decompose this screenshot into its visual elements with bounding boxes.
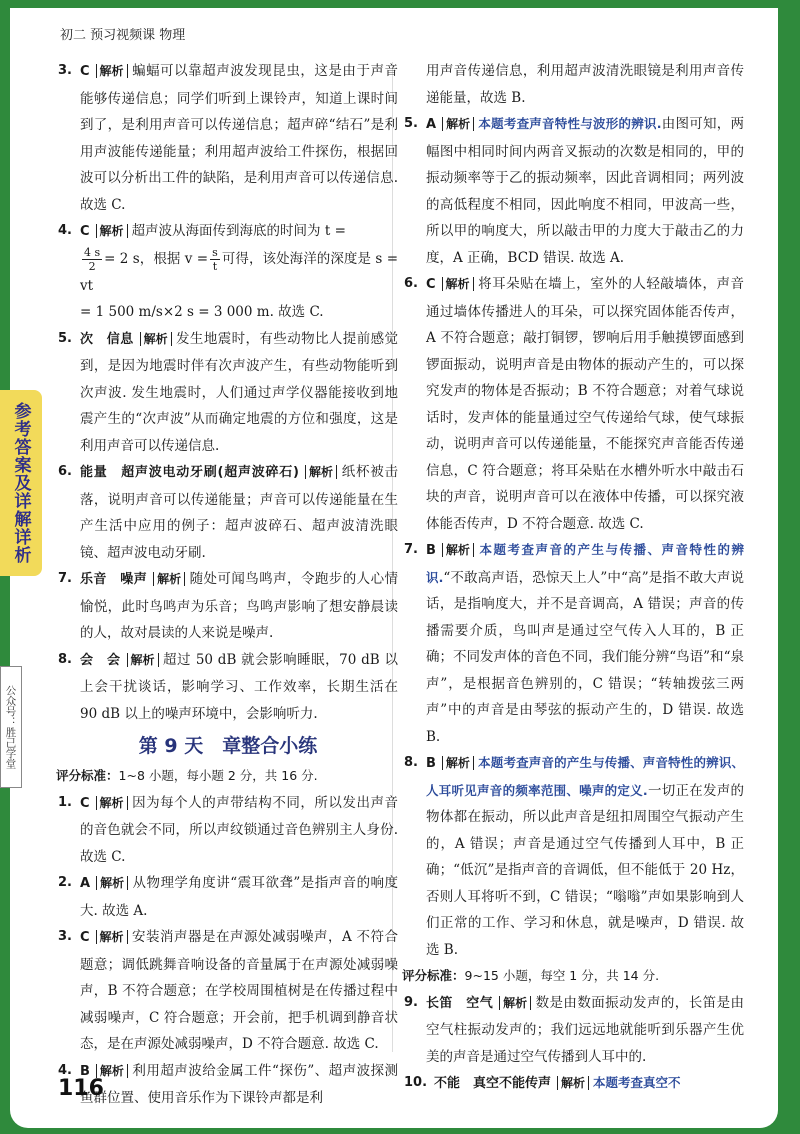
- analysis-tag: 解析: [153, 572, 185, 586]
- item-text-continued: 用声音传递信息，利用超声波清洗眼镜是利用声音传递能量，故选 B.: [426, 63, 744, 106]
- answer-item-4: [58, 218, 398, 326]
- item-text: 因为每个人的声带结构不同，所以发出声音的音色就会不同，所以声纹锁通过音色辨别主人身份. 故选 C.: [80, 794, 398, 865]
- item-text-line3: = 1 500 m/s×2 s = 3 000 m. 故选 C.: [80, 304, 324, 320]
- item-number: 5.: [58, 330, 72, 346]
- item-text: 一切正在发声的物体都在振动，所以此声音是纽扣周围空气振动产生的，A 错误；声音是通过空气传播到人耳中，B 正确；“低沉”是指声音的音调低，但不能低于 20 Hz，否则人耳将听不到，C 错误；“嗡嗡”声如果影响到人们正常的工作、学习和休息，就是噪声，D 错误. 故选 B.: [426, 782, 745, 958]
- item-text: 超过 50 dB 就会影响睡眠，70 dB 以上会干扰谈话，影响学习、工作效率，长期生活在 90 dB 以上的噪声环境中，会影响听力.: [80, 651, 398, 722]
- item-number: 4.: [58, 223, 72, 238]
- item-answer: 长笛 空气: [426, 995, 494, 1011]
- analysis-tag: 解析: [96, 64, 128, 78]
- item-number: 10.: [404, 1075, 428, 1090]
- item-text: 发生地震时，有些动物比人提前感觉到，是因为地震时伴有次声波产生，有些动物能听到次声波. 发生地震时，人们通过声学仪器能接收到地震产生的“次声波”从而确定地震的方位和强度，这是利用声音可以传递信息.: [80, 330, 398, 454]
- analysis-tag: 解析: [96, 876, 128, 890]
- item-answer: 乐音 噪声: [80, 572, 148, 587]
- item-answer: A: [80, 876, 91, 891]
- analysis-tag: 解析: [96, 930, 128, 944]
- answer-item: [404, 1070, 744, 1098]
- item-number: 4.: [58, 1062, 72, 1078]
- item-answer: C: [80, 795, 90, 811]
- item-text: 随处可闻鸟鸣声，令跑步的人心情愉悦，此时鸟鸣声为乐音；鸟鸣声影响了想安静晨读的人，故对晨读的人来说是噪声.: [80, 571, 398, 641]
- item-number: 2.: [58, 875, 72, 890]
- item-topic: 本题考查声音的产生与传播、声音特性的辨识.: [426, 542, 744, 585]
- item-number: 6.: [404, 276, 418, 291]
- item-number: 1.: [58, 794, 72, 810]
- left-column: [58, 58, 398, 1112]
- page-header: 初二 预习视频课 物理: [60, 28, 186, 43]
- item-topic: 本题考查真空不: [593, 1075, 681, 1090]
- answer-item: [404, 111, 744, 271]
- analysis-tag: 解析: [140, 332, 172, 346]
- item-answer: C: [426, 277, 436, 292]
- item-text: “不敢高声语，恐惊天上人”中“高”是指不敢大声说话，是指响度大，并不是音调高，A 错误；声音的传播需要介质，鸟叫声是通过空气传入人耳的，B 正确；不同发声体的音色不同，我们能分辨“鸟语”和“泉声”，是根据音色辨别的，C 错误；“转轴拨弦三两声”中的声音是由琴弦的振动产生的，D 错误. 故选 B.: [426, 569, 745, 745]
- item-text: 纸杯被击落，说明声音可以传递能量；声音可以传递能量在生产生活中应用的例子：超声波碎石、超声波清洗眼镜、超声波电动牙刷.: [80, 464, 399, 561]
- item-answer: C: [80, 930, 90, 945]
- item-number: 5.: [404, 116, 418, 131]
- item-answer: A: [426, 117, 437, 132]
- item-number: 3.: [58, 929, 72, 944]
- analysis-tag: 解析: [127, 653, 159, 667]
- item-answer: B: [426, 756, 436, 771]
- item-number: 3.: [58, 63, 72, 78]
- item-number: 7.: [404, 542, 418, 557]
- answer-item: [58, 566, 398, 647]
- answer-item: [404, 271, 744, 537]
- item-text: 数是由数面振动发声的，长笛是由空气柱振动发声的；我们远远地就能听到乐器产生优美的声音是通过空气传播到人耳中的.: [426, 994, 744, 1065]
- analysis-tag: 解析: [442, 277, 474, 291]
- item-text: 安装消声器是在声源处减弱噪声，A 不符合题意；调低跳舞音响设备的音量属于在声源处减弱噪声，B 不符合题意；在学校周围植树是在传播过程中减弱噪声，C 符合题意；开会前，把手机调到静音状态，是在声源处减弱噪声，D 不符合题意. 故选 C.: [80, 929, 398, 1052]
- answer-item: [58, 924, 398, 1058]
- item-text: 蝙蝠可以靠超声波发现昆虫，这是由于声音能够传递信息；同学们听到上课铃声，知道上课时间到了，是利用声音可以传递信息；超声碎“结石”是利用声波能传递能量；利用超声波给工件探伤，根据回波可以分析出工件的缺陷，是利用声音可以传递信息. 故选 C.: [80, 63, 398, 213]
- item-text: 利用超声波给金属工件“探伤”、超声波探测鱼群位置、使用音乐作为下课铃声都是利: [80, 1062, 398, 1106]
- item-number: 9.: [404, 994, 418, 1010]
- analysis-tag: 解析: [557, 1076, 589, 1090]
- item-text: 从物理学角度讲“震耳欲聋”是指声音的响度大. 故选 A.: [80, 875, 398, 919]
- score-standard-1: 评分标准：1~8 小题，每小题 2 分，共 16 分.: [56, 768, 318, 783]
- item-number: 8.: [58, 651, 72, 667]
- score-standard-2: 评分标准：9~15 小题，每空 1 分，共 14 分.: [402, 968, 660, 983]
- answer-item: [58, 58, 398, 218]
- item-answer: B: [426, 543, 436, 558]
- analysis-tag: 解析: [442, 117, 474, 131]
- answer-item: [58, 459, 398, 566]
- item-topic: 本题考查声音的产生与传播、声音特性的辨识、人耳听见声音的频率范围、噪声的定义.: [426, 755, 744, 798]
- analysis-tag: 解析: [442, 543, 474, 557]
- item-number: 7.: [58, 571, 72, 586]
- answer-item: [58, 870, 398, 924]
- analysis-tag: 解析: [305, 465, 337, 479]
- side-tab-answers: 参考答案及详解详析: [0, 390, 42, 576]
- fraction-speed: $\frac{s}{t}$: [212, 245, 218, 273]
- item-answer: C: [80, 64, 90, 79]
- answer-item: [58, 647, 398, 728]
- item-topic: 本题考查声音特性与波形的辨识.: [478, 116, 662, 131]
- section-title: 第 9 天 章整合小练: [138, 735, 318, 757]
- answer-item: [58, 326, 398, 460]
- item-text: 由图可知，两幅图中相同时间内两音叉振动的次数是相同的，甲的振动频率等于乙的振动频率，因此音调相同；两列波的高低程度不相同，因此响度不相同，甲波高一些，所以甲的响度大，所以敲击甲的力度大于敲击乙的力度，A 正确，BCD 错误. 故选 A.: [426, 116, 745, 266]
- item-text: 将耳朵贴在墙上，室外的人轻敲墙体，声音通过墙体传播进人的耳朵，可以探究固体能否传声，A 不符合题意；敲打铜锣，锣响后用手触摸锣面感到锣面振动，说明声音是由物体的振动产生的，可以探究发声的物体是否振动；B 不符合题意；对着气球说话时，发声体的能量通过空气传递给气球，使气球振动，说明声音可以传递能量，不能探究声音能否传递信息，C 符合题意；将耳朵贴在水槽外听水中敲击石块的声音，说明声音可以在液体中传播，可以探究液体能否传声，D 不符合题意. 故选 C.: [426, 276, 744, 532]
- answer-item: [58, 1058, 398, 1112]
- answer-item-continued: [404, 58, 744, 111]
- item-answer: 能量 超声波电动牙刷(超声波碎石): [80, 465, 299, 480]
- analysis-tag: 解析: [96, 224, 128, 238]
- analysis-tag: 解析: [499, 996, 531, 1010]
- item-text-tail: 可得，该处海洋的深度是 s = vt: [80, 250, 399, 294]
- side-wechat-label: 公众号：胜己学堂: [0, 666, 22, 788]
- item-answer: B: [80, 1063, 90, 1079]
- page-number: 116: [58, 1076, 104, 1101]
- fraction-time: $\frac{4 s}{2}$: [84, 245, 101, 273]
- item-text-mid: = 2 s，根据 v =: [104, 250, 209, 267]
- right-column: [404, 58, 744, 1098]
- answer-item: [404, 537, 744, 750]
- item-number: 6.: [58, 464, 72, 479]
- analysis-tag: 解析: [442, 756, 474, 770]
- answer-item: [404, 990, 744, 1071]
- item-text: 超声波从海面传到海底的时间为 t =: [131, 223, 346, 239]
- item-answer: 不能 真空不能传声: [434, 1076, 552, 1091]
- item-answer: 次 信息: [80, 331, 134, 347]
- analysis-tag: 解析: [96, 796, 128, 810]
- item-answer: 会 会: [80, 652, 121, 668]
- answer-item: [404, 750, 744, 963]
- answer-item: [58, 790, 398, 871]
- item-number: 8.: [404, 755, 418, 770]
- analysis-tag: 解析: [96, 1064, 128, 1078]
- item-answer: C: [80, 224, 90, 239]
